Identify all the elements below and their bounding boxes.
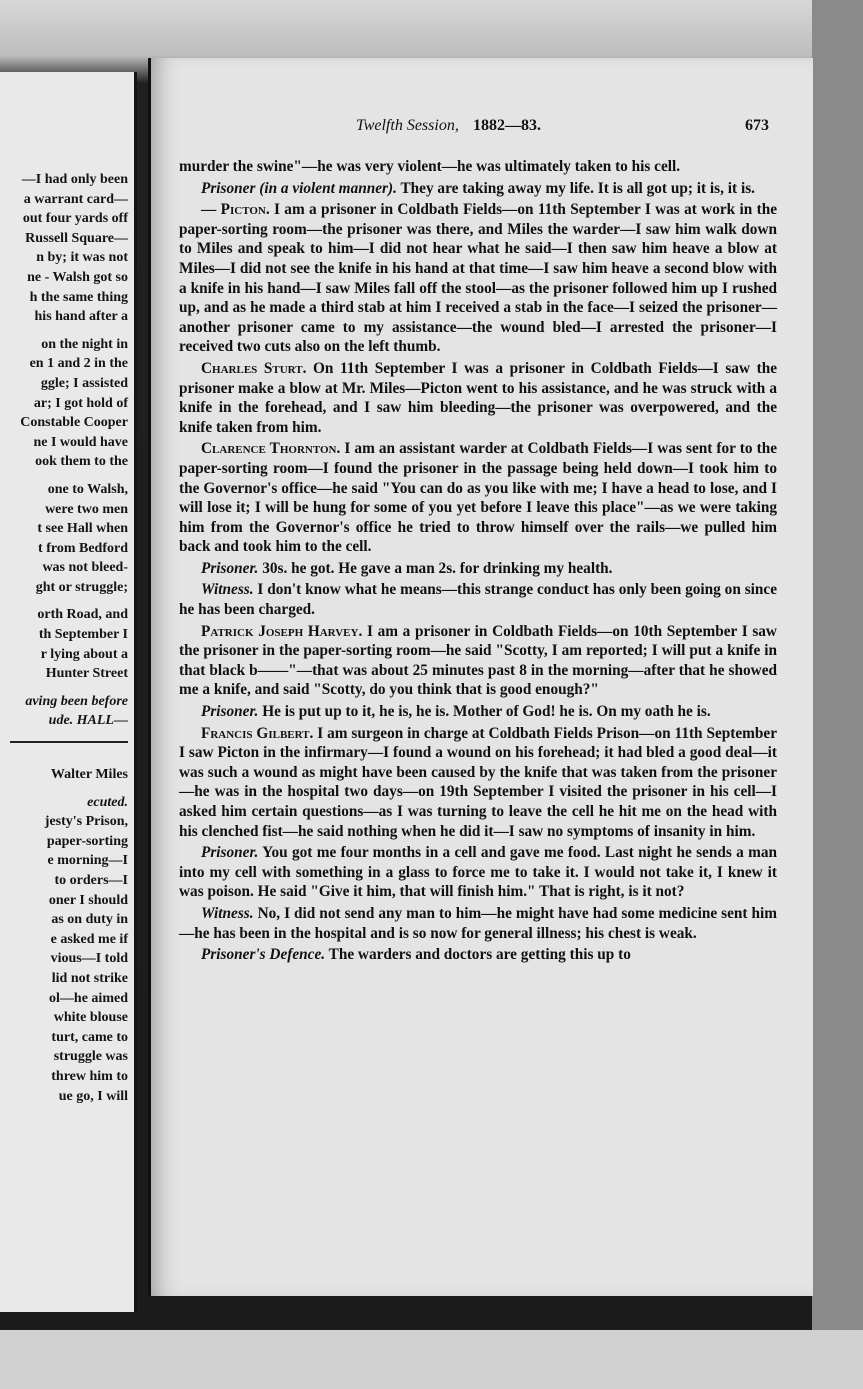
- left-line: out four yards off: [22, 211, 128, 227]
- left-page-text: [0, 170, 128, 1106]
- testimony-paragraph: [179, 702, 777, 722]
- left-line: —I had only been: [21, 172, 128, 187]
- left-line: to orders—I: [54, 873, 128, 888]
- left-line: one to Walsh,: [47, 481, 128, 497]
- left-line: t see Hall when: [37, 521, 128, 537]
- section-divider: [10, 741, 128, 743]
- left-line: oner I should: [48, 892, 128, 908]
- testimony-text: I am surgeon in charge at Coldbath Fields Prison—on 11th September I saw Picton in the infirmary—I found a wound on his forehead; it had bled a good deal—it was such a wound as might have been caused by the knife that was taken from the prisoner—he was in the hospital two days—on 19th September I visited the prisoner in his cell—I asked him certain questions—as I was turning to leave the cell he hit me on the head with his clenched fist—he said nothing when he did it—I saw no symptoms of insanity in him.: [179, 724, 777, 840]
- session-years: 1882—83.: [473, 117, 541, 134]
- testimony-paragraph: [179, 200, 777, 357]
- testimony-text: 30s. he got. He gave a man 2s. for drinking my health.: [258, 559, 613, 577]
- page-number: 673: [745, 117, 769, 134]
- speaker-label: Witness.: [201, 581, 254, 599]
- left-line: en 1 and 2 in the: [29, 356, 128, 372]
- testimony-paragraph: [179, 359, 777, 437]
- speaker-label: Charles Sturt.: [201, 359, 307, 377]
- left-line: turt, came to: [51, 1029, 128, 1045]
- left-line: n by; it was not: [36, 250, 128, 266]
- left-line: ol—he aimed: [49, 990, 128, 1006]
- testimony-text: I am an assistant warder at Coldbath Fields—I was sent for to the paper-sorting room—I found the prisoner in the passage being held down—I took him to the Governor's office—he said "You can do as you like with me; I have a head to lose, and I will lose it; I will be hung for some of you yet before I leave this place"—as we were taking him from the Governor's office he tried to throw himself over the rails—we pulled him back and took him to the cell.: [179, 440, 777, 556]
- left-line: Constable Cooper: [20, 415, 128, 431]
- left-line: aving been before: [25, 693, 128, 709]
- left-page: [0, 72, 137, 1312]
- testimony-text: I am a prisoner in Coldbath Fields—on 11th September I was at work in the paper-sorting room—the prisoner was there, and Miles the warder—I saw him walk down to Miles and speak to him—I did not hear what he said—I then saw him heave a blow at Miles—I did not see the knife in his hand at that time—I saw him heave a second blow with a knife in his hand—I saw Miles fall off the stool—as the prisoner followed him up I rushed up, and as he made a third stab at him I received a stab in the face—I seized the prisoner—another prisoner came to my assistance—the wound bled—I arrested the prisoner—I received two cuts also on the left thumb.: [179, 201, 777, 356]
- right-page: [148, 58, 813, 1296]
- left-line: his hand after a: [34, 309, 128, 325]
- testimony-paragraph: [179, 157, 777, 177]
- speaker-label: Clarence Thornton.: [201, 440, 341, 458]
- left-line: e asked me if: [50, 931, 128, 947]
- left-line: Hunter Street: [45, 666, 128, 682]
- testimony-paragraph: [179, 622, 777, 700]
- testimony-paragraph: [179, 439, 777, 557]
- left-line: Walter Miles: [50, 767, 128, 783]
- testimony-paragraph: [179, 904, 777, 943]
- running-head: [151, 117, 813, 141]
- speaker-label: Prisoner.: [201, 844, 259, 862]
- testimony-text: You got me four months in a cell and gave me food. Last night he sends a man into my cell with something in a glass to force me to take it. I would not take it, I knew it was poison. He said "Give it him, that will finish him." That is right, is it not?: [179, 844, 777, 901]
- speaker-label: Prisoner (in a violent manner).: [201, 179, 397, 197]
- left-line: a warrant card—: [23, 191, 128, 207]
- testimony-text: He is put up to it, he is, he is. Mother of God! he is. On my oath he is.: [258, 703, 711, 721]
- speaker-label: Witness.: [201, 904, 254, 922]
- testimony-text: murder the swine"—he was very violent—he was ultimately taken to his cell.: [179, 158, 681, 175]
- speaker-label: — Picton.: [201, 201, 270, 219]
- testimony-text: I don't know what he means—this strange conduct has only been going on since he has been charged.: [179, 581, 777, 619]
- left-line: th September I: [38, 627, 128, 643]
- left-line: t from Bedford: [38, 540, 128, 556]
- speaker-label: Francis Gilbert.: [201, 724, 314, 742]
- testimony-paragraph: [179, 724, 777, 842]
- left-line: vious—I told: [50, 951, 128, 967]
- left-line: ecuted.: [87, 794, 128, 810]
- left-line: ght or struggle;: [35, 579, 128, 595]
- speaker-label: Patrick Joseph Harvey.: [201, 622, 363, 640]
- left-line: ook them to the: [35, 454, 128, 470]
- left-line: lid not strike: [51, 970, 128, 986]
- testimony-paragraph: [179, 945, 777, 965]
- testimony-text: On 11th September I was a prisoner in Coldbath Fields—I saw the prisoner make a blow at Mr. Miles—Picton went to his assistance, and he was struck with a knife in the forehead, and I saw him bleeding—the prisoner was overpowered, and the knife taken from him.: [179, 359, 777, 436]
- left-line: ne - Walsh got so: [27, 269, 128, 285]
- left-line: was not bleed-: [42, 560, 128, 576]
- speaker-label: Prisoner.: [201, 559, 259, 577]
- testimony-text: I am a prisoner in Coldbath Fields—on 10th September I saw the prisoner in the paper-sorting room—he said "Scotty, I am reported; I will put a knife in that black b——"—that was about 25 minutes past 8 in the morning—after that he showed me a knife, and said "Scotty, do you think that is good enough?": [179, 622, 777, 699]
- testimony-paragraph: [179, 179, 777, 199]
- page-body: [179, 157, 777, 967]
- left-line: ggle; I assisted: [40, 375, 128, 391]
- left-line: r lying about a: [40, 646, 128, 662]
- scan-bottom-margin: [0, 1330, 863, 1389]
- left-line: ne I would have: [33, 434, 128, 450]
- left-line: threw him to: [51, 1068, 128, 1084]
- testimony-text: They are taking away my life. It is all got up; it is, it is.: [396, 179, 755, 197]
- speaker-label: Prisoner.: [201, 703, 259, 721]
- testimony-paragraph: [179, 580, 777, 619]
- left-line: ar; I got hold of: [33, 395, 128, 411]
- speaker-label: Prisoner's Defence.: [201, 946, 326, 964]
- left-line: ude. HALL—: [48, 713, 128, 729]
- session-title: Twelfth Session,: [356, 117, 459, 134]
- left-line: h the same thing: [29, 289, 128, 305]
- left-line: jesty's Prison,: [44, 814, 128, 830]
- testimony-text: The warders and doctors are getting this up to: [325, 946, 631, 964]
- left-line: were two men: [45, 501, 128, 517]
- left-line: struggle was: [53, 1049, 128, 1065]
- testimony-paragraph: [179, 559, 777, 579]
- testimony-text: No, I did not send any man to him—he might have had some medicine sent him—he has been in the hospital and is so now for general illness; his chest is weak.: [179, 904, 777, 942]
- book-edge: [812, 0, 863, 1389]
- left-line: white blouse: [53, 1010, 128, 1026]
- left-line: e morning—I: [47, 853, 128, 869]
- left-line: ue go, I will: [58, 1088, 128, 1104]
- testimony-paragraph: [179, 843, 777, 902]
- left-line: Russell Square—: [25, 230, 128, 246]
- left-line: on the night in: [41, 336, 128, 352]
- left-line: orth Road, and: [37, 607, 128, 623]
- left-line: paper-sorting: [46, 833, 128, 849]
- left-line: as on duty in: [51, 912, 128, 928]
